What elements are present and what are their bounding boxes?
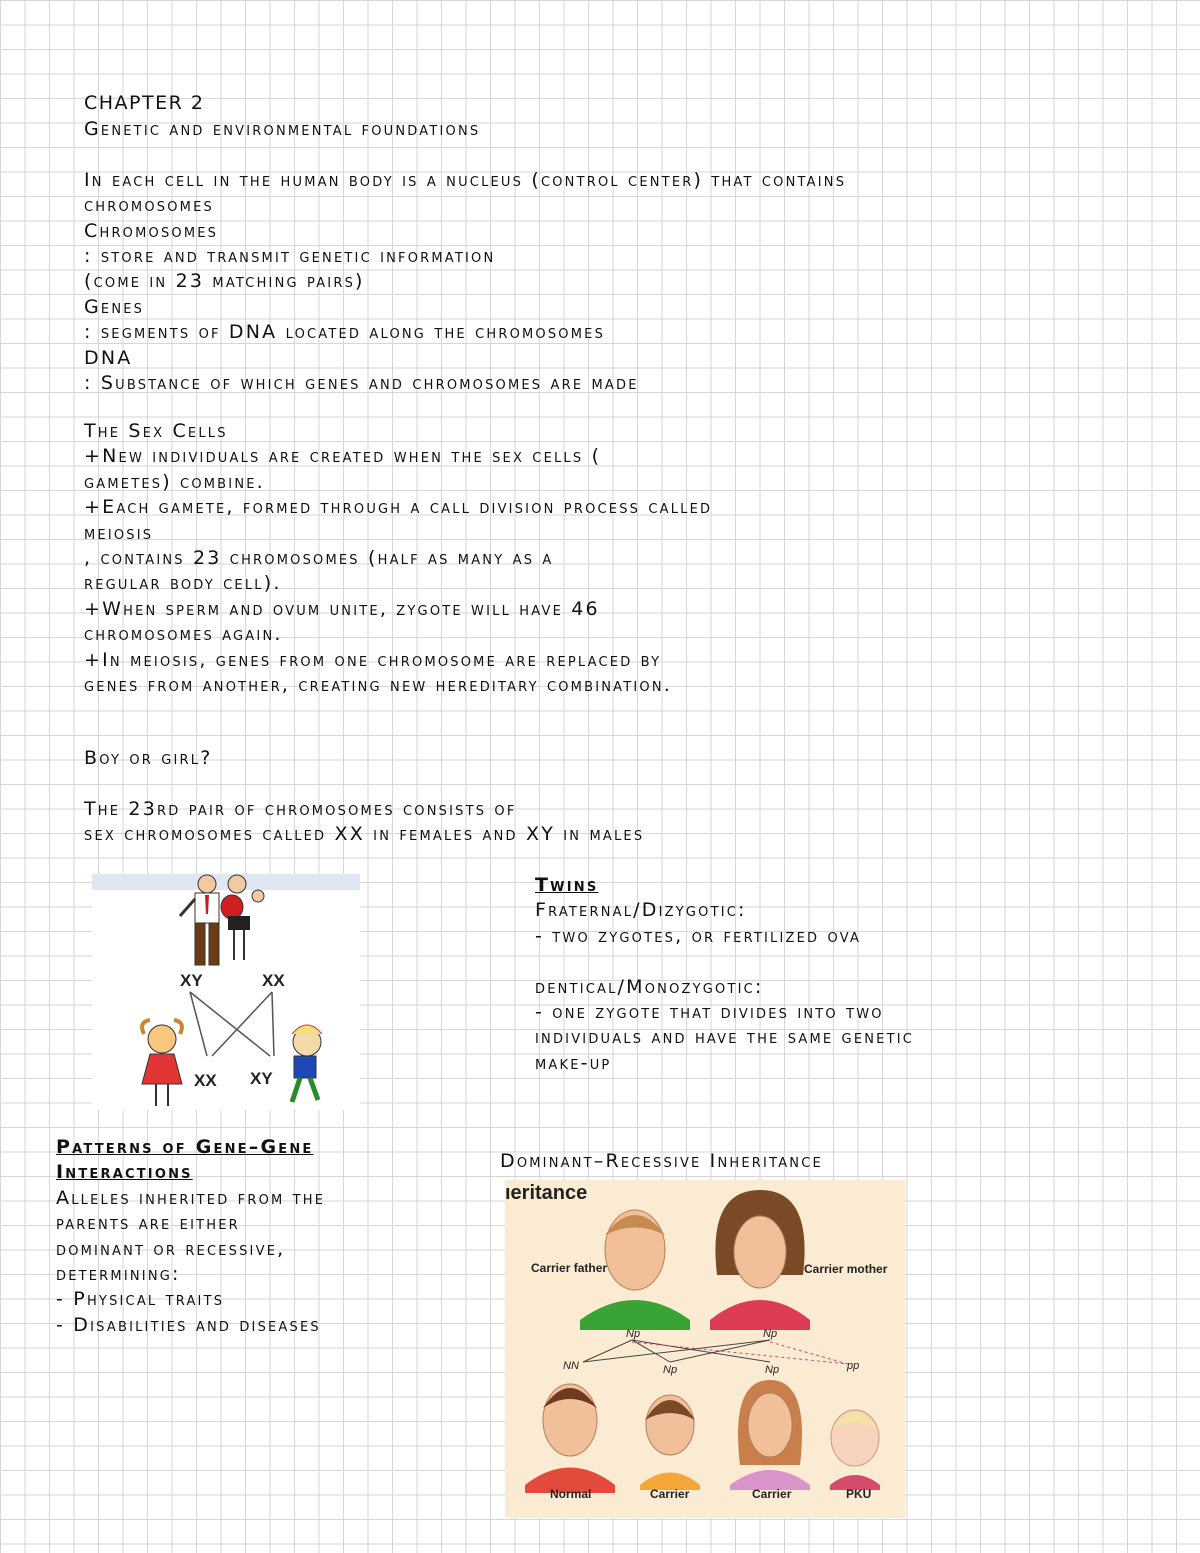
twins-line: individuals and have the same genetic xyxy=(535,1026,915,1049)
child-normal-label: Normal xyxy=(550,1487,592,1501)
father-allele-label: Np xyxy=(626,1328,641,1340)
intro-line: : Substance of which genes and chromosomes are made xyxy=(84,372,639,395)
sex-chromosome-illustration xyxy=(92,874,360,1110)
genotype-np: Np xyxy=(765,1364,780,1376)
twins-line: - one zygote that divides into two xyxy=(535,1001,884,1024)
intro-line: In each cell in the human body is a nucleus (control center) that contains xyxy=(84,168,847,191)
son-label: XY xyxy=(250,1069,273,1088)
daughter-label: XX xyxy=(194,1071,217,1090)
patterns-line: dominant or recessive, xyxy=(56,1237,286,1260)
sex-cells-line: +New individuals are created when the sex cells ( xyxy=(84,445,602,468)
sex-cells-line: +Each gamete, formed through a call division process called xyxy=(84,496,713,519)
patterns-line: determining: xyxy=(56,1263,181,1286)
child-carrier-label: Carrier xyxy=(650,1487,690,1501)
intro-line: chromosomes xyxy=(84,194,214,217)
patterns-heading: Patterns of Gene–Gene xyxy=(56,1136,314,1158)
boy-or-girl-section xyxy=(84,746,644,848)
sex-cells-section xyxy=(84,419,712,698)
carrier-mother-label: Carrier mother xyxy=(804,1262,888,1276)
intro-line: Genes xyxy=(84,295,145,318)
mother-label: XX xyxy=(262,971,285,990)
intro-line: DNA xyxy=(84,346,133,369)
patterns-line: - Disabilities and diseases xyxy=(56,1313,321,1336)
inheritance-figure xyxy=(505,1180,905,1518)
patterns-line: parents are either xyxy=(56,1212,240,1235)
child-carrier-label: Carrier xyxy=(752,1487,792,1501)
intro-line: : segments of DNA located along the chromosomes xyxy=(84,321,606,344)
carrier-father-label: Carrier father xyxy=(531,1261,608,1275)
sex-cells-line: meiosis xyxy=(84,521,154,544)
sex-cells-line: , contains 23 chromosomes (half as many as a xyxy=(84,547,554,570)
patterns-line: - Physical traits xyxy=(56,1288,225,1311)
boy-or-girl-line: The 23rd pair of chromosomes consists of xyxy=(84,797,517,820)
arrow-line xyxy=(212,992,272,1056)
sex-chromosome-figure xyxy=(92,874,360,1110)
boy-or-girl-heading: Boy or girl? xyxy=(84,747,213,769)
figure-corner-title: ıeritance xyxy=(505,1182,588,1204)
sex-cells-line: gametes) combine. xyxy=(84,470,265,493)
sex-cells-line: +In meiosis, genes from one chromosome are replaced by xyxy=(84,648,662,671)
sex-cells-line: chromosomes again. xyxy=(84,623,283,646)
twins-line: - two zygotes, or fertilized ova xyxy=(535,924,862,947)
intro-line: Chromosomes xyxy=(84,219,219,242)
daughter-figure xyxy=(142,1020,182,1106)
sex-cells-line: regular body cell). xyxy=(84,572,282,595)
sex-cells-line: genes from another, creating new hereditary combination. xyxy=(84,674,673,697)
child-pku-label: PKU xyxy=(846,1487,872,1501)
patterns-heading: Interactions xyxy=(56,1161,193,1184)
twins-line: Fraternal/Dizygotic: xyxy=(535,899,747,922)
boy-or-girl-line: sex chromosomes called XX in females and XY in males xyxy=(84,823,645,846)
genotype-pp: pp xyxy=(847,1360,860,1372)
dominant-heading: Dominant–Recessive Inheritance xyxy=(500,1150,823,1172)
genotype-nn: NN xyxy=(563,1360,579,1372)
intro-line: (come in 23 matching pairs) xyxy=(84,270,365,293)
twins-section xyxy=(535,873,914,1076)
patterns-section xyxy=(56,1135,325,1338)
sex-cells-heading: The Sex Cells xyxy=(84,420,228,442)
twins-line: make-up xyxy=(535,1051,612,1074)
father-label: XY xyxy=(180,971,203,990)
twins-heading: Twins xyxy=(535,874,599,896)
dominant-section xyxy=(500,1149,823,1174)
intro-section xyxy=(84,117,846,396)
arrow-line xyxy=(190,992,207,1056)
mother-allele-label: Np xyxy=(763,1328,778,1340)
son-figure xyxy=(292,1025,322,1102)
chapter-title: CHAPTER 2 xyxy=(84,92,205,114)
twins-line: dentical/Monozygotic: xyxy=(535,975,764,998)
intro-subtitle: Genetic and environmental foundations xyxy=(84,118,481,140)
arrow-line xyxy=(190,992,270,1056)
patterns-line: Alleles inherited from the xyxy=(56,1186,326,1209)
intro-line: : store and transmit genetic information xyxy=(84,245,496,268)
genotype-np: Np xyxy=(663,1364,678,1376)
arrow-line xyxy=(272,992,274,1056)
sex-cells-line: +When sperm and ovum unite, zygote will have 46 xyxy=(84,597,600,620)
figure-top-band xyxy=(92,874,360,890)
inheritance-illustration xyxy=(505,1180,905,1518)
